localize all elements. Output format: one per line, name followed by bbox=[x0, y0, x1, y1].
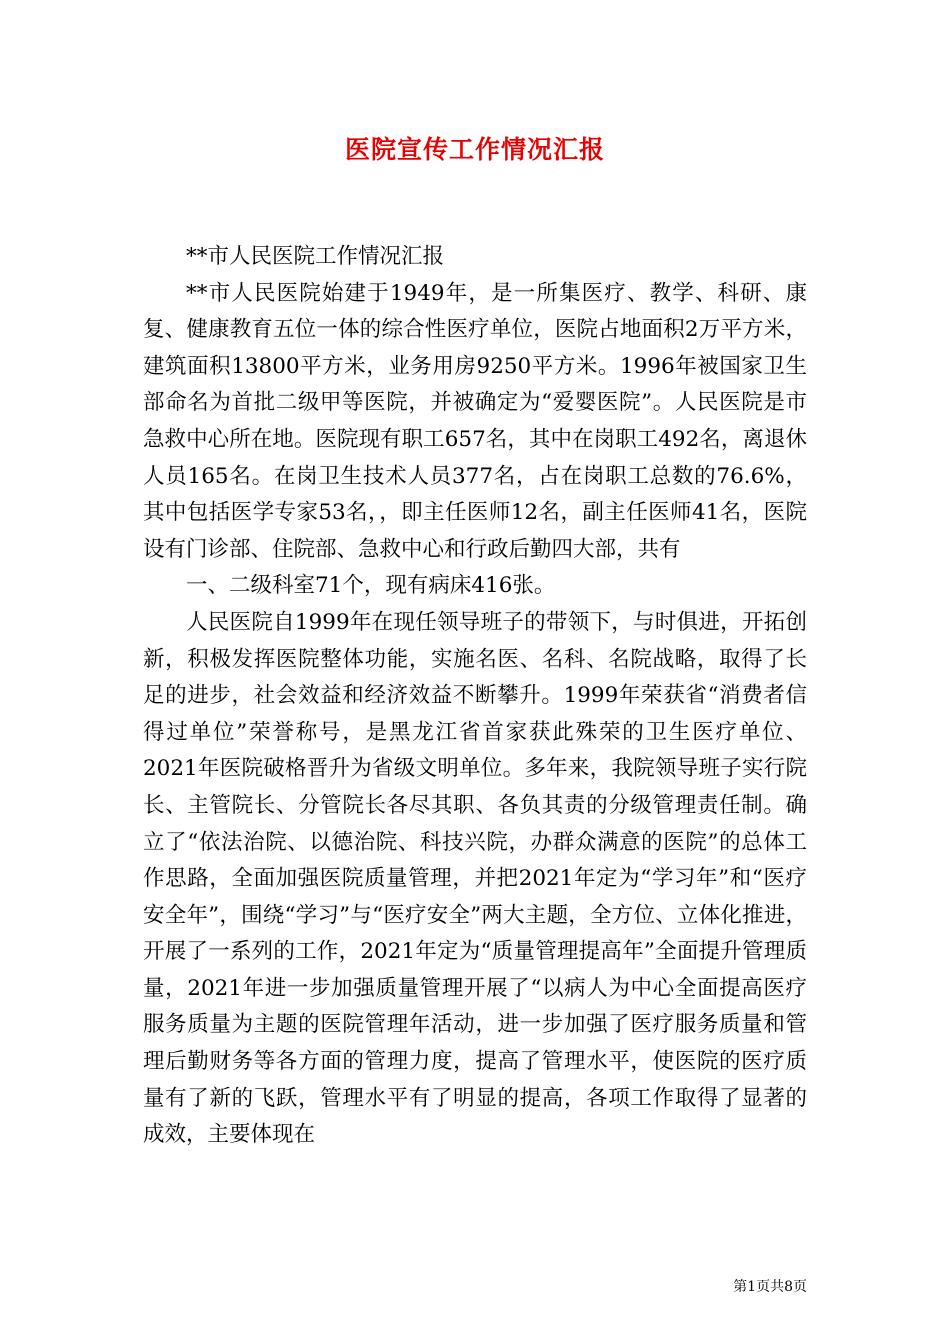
body-paragraph: 人民医院自1999年在现任领导班子的带领下，与时俱进，开拓创新，积极发挥医院整体功能，实施名医、名科、名院战略，取得了长足的进步，社会效益和经济效益不断攀升。1999年荣获省“消费者信得过单位”荣誉称号，是黑龙江省首家获此殊荣的卫生医疗单位、2021年医院破格晋升为省级文明单位。多年来，我院领导班子实行院长、主管院长、分管院长各尽其职、各负其责的分级管理责任制。确立了“依法治院、以德治院、科技兴院，办群众满意的医院”的总体工作思路，全面加强医院质量管理，并把2021年定为“学习年”和“医疗安全年”，围绕“学习”与“医疗安全”两大主题，全方位、立体化推进，开展了一系列的工作，2021年定为“质量管理提高年”全面提升管理质量，2021年进一步加强质量管理开展了“以病人为中心全面提高医疗服务质量为主题的医院管理年活动，进一步加强了医疗服务质量和管理后勤财务等各方面的管理力度，提高了管理水平，使医院的医疗质量有了新的飞跃，管理水平有了明显的提高，各项工作取得了显著的成效，主要体现在 bbox=[143, 609, 807, 1148]
document-title: 医院宣传工作情况汇报 bbox=[344, 135, 605, 164]
page-number-footer: 第1页共8页 bbox=[733, 1279, 807, 1295]
body-paragraph: **市人民医院始建于1949年，是一所集医疗、教学、科研、康复、健康教育五位一体的综合性医疗单位，医院占地面积2万平方米，建筑面积13800平方米，业务用房9250平方米。1996年被国家卫生部命名为首批二级甲等医院，并被确定为“爱婴医院”。人民医院是市急救中心所在地。医院现有职工657名，其中在岗职工492名，离退休人员165名。在岗卫生技术人员377名，占在岗职工总数的76.6%，其中包括医学专家53名，，即主任医师12名，副主任医师41名，医院设有门诊部、住院部、急救中心和行政后勤四大部，共有 bbox=[143, 280, 807, 562]
document-body bbox=[143, 239, 807, 1154]
body-paragraph: 一、二级科室71个，现有病床416张。 bbox=[186, 573, 556, 599]
body-paragraph-heading: **市人民医院工作情况汇报 bbox=[186, 244, 445, 269]
